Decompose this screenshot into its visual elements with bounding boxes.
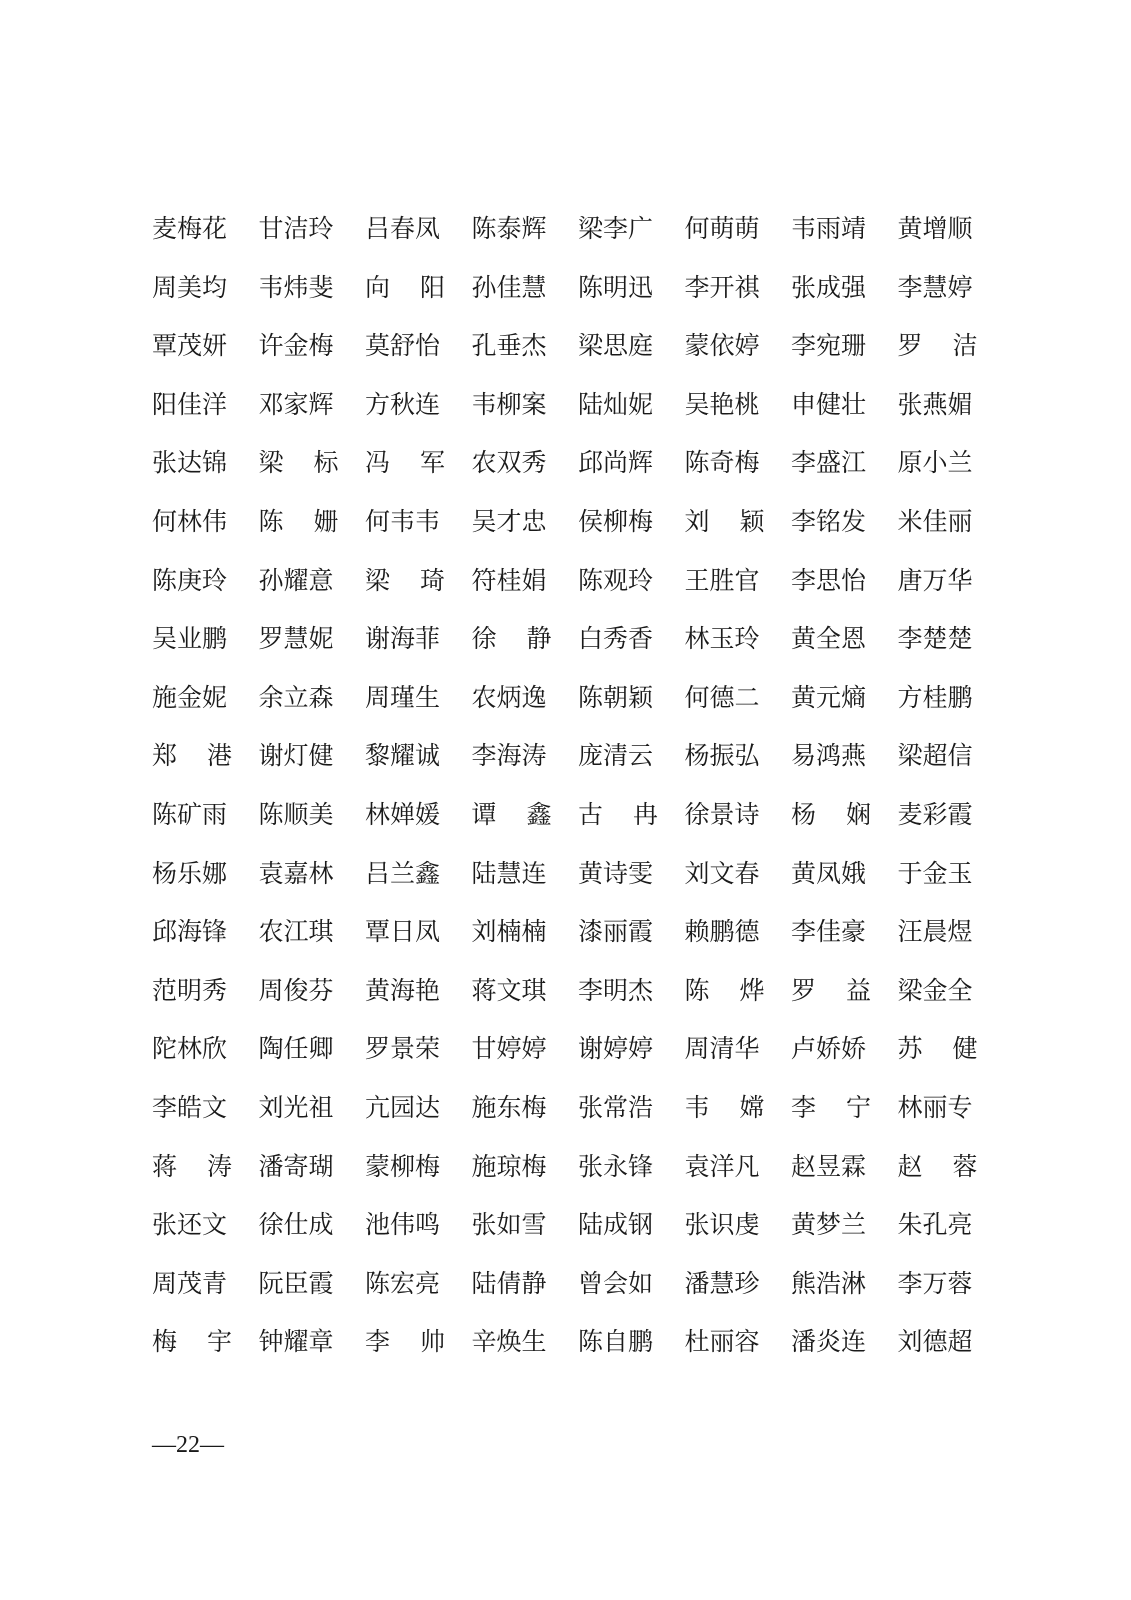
- name-list: [152, 200, 982, 1372]
- name-character: 洁: [952, 331, 978, 361]
- name-entry: 周瑾生: [365, 682, 441, 712]
- name-entry: 杜丽容: [684, 1327, 760, 1357]
- name-entry: 朱孔亮: [897, 1210, 973, 1240]
- name-entry: 施东梅: [471, 1092, 547, 1122]
- name-character: 琦: [419, 565, 445, 595]
- name-entry: 刘楠楠: [471, 917, 547, 947]
- name-entry: 张常浩: [578, 1092, 654, 1122]
- name-entry: [365, 434, 445, 492]
- name-entry: 杨乐娜: [152, 858, 228, 888]
- name-entry: 黄梦兰: [791, 1210, 867, 1240]
- name-character: 颖: [739, 506, 765, 536]
- name-entry: 陈观玲: [578, 565, 654, 595]
- name-entry: 甘洁玲: [258, 214, 334, 243]
- name-entry: [898, 317, 978, 375]
- name-entry: 林丽专: [897, 1092, 973, 1122]
- name-character: 韦: [684, 1092, 710, 1122]
- name-entry: 陈泰辉: [471, 214, 547, 243]
- name-entry: 阮臣霞: [258, 1268, 334, 1298]
- name-entry: 张燕媚: [897, 389, 973, 419]
- name-entry: 汪晨煜: [897, 917, 973, 947]
- name-character: 蓉: [952, 1151, 978, 1181]
- name-entry: 符桂娟: [471, 565, 547, 595]
- name-entry: [472, 610, 552, 668]
- name-entry: 周俊芬: [258, 975, 334, 1005]
- name-entry: 吕兰鑫: [365, 858, 441, 888]
- name-entry: 陶任卿: [258, 1034, 334, 1064]
- name-entry: 徐仕成: [258, 1210, 334, 1240]
- name-entry: 邱尚辉: [578, 448, 654, 478]
- name-entry: 潘寄瑚: [258, 1151, 334, 1181]
- name-entry: 林婵媛: [365, 799, 441, 829]
- name-entry: [791, 1079, 871, 1137]
- name-entry: 陈顺美: [258, 799, 334, 829]
- name-character: 宇: [206, 1327, 232, 1357]
- name-entry: 麦彩霞: [897, 799, 973, 829]
- name-entry: 李皓文: [152, 1092, 228, 1122]
- name-character: 陈: [684, 975, 710, 1005]
- name-entry: 孙佳慧: [471, 272, 547, 302]
- name-entry: 吴业鹏: [152, 624, 228, 654]
- name-entry: 蒙柳梅: [365, 1151, 441, 1181]
- name-entry: 张如雪: [471, 1210, 547, 1240]
- name-entry: [685, 962, 765, 1020]
- name-entry: 农炳逸: [471, 682, 547, 712]
- name-character: 陈: [258, 506, 284, 536]
- name-entry: 易鸿燕: [791, 741, 867, 771]
- name-entry: 何林伟: [152, 506, 228, 536]
- name-entry: 许金梅: [258, 331, 334, 361]
- name-entry: 梁思庭: [578, 331, 654, 361]
- name-entry: 韦柳案: [471, 389, 547, 419]
- name-entry: 漆丽霞: [578, 917, 654, 947]
- name-character: 谭: [471, 799, 497, 829]
- name-character: 静: [526, 624, 552, 654]
- name-entry: [578, 786, 658, 844]
- name-character: 帅: [419, 1327, 445, 1357]
- name-character: 刘: [684, 506, 710, 536]
- name-entry: 赵昱霖: [791, 1151, 867, 1181]
- name-entry: 何萌萌: [684, 214, 760, 243]
- name-character: 赵: [897, 1151, 923, 1181]
- name-entry: 潘慧珍: [684, 1268, 760, 1298]
- name-character: 徐: [471, 624, 497, 654]
- name-entry: 于金玉: [897, 858, 973, 888]
- name-entry: 陈明迅: [578, 272, 654, 302]
- name-entry: 张达锦: [152, 448, 228, 478]
- name-entry: 原小兰: [897, 448, 973, 478]
- name-entry: [898, 1020, 978, 1078]
- name-entry: 米佳丽: [897, 506, 973, 536]
- name-entry: 邱海锋: [152, 917, 228, 947]
- name-entry: [365, 259, 445, 317]
- name-entry: 周清华: [684, 1034, 760, 1064]
- name-entry: 陆慧连: [471, 858, 547, 888]
- name-entry: 甘婷婷: [471, 1034, 547, 1064]
- name-entry: 刘光祖: [258, 1092, 334, 1122]
- name-entry: 池伟鸣: [365, 1210, 441, 1240]
- name-entry: 亢园达: [365, 1092, 441, 1122]
- name-character: 军: [419, 448, 445, 478]
- name-character: 罗: [897, 331, 923, 361]
- name-character: 姗: [313, 506, 339, 536]
- name-entry: 钟耀章: [258, 1327, 334, 1357]
- name-entry: 张成强: [791, 272, 867, 302]
- name-character: 冉: [632, 799, 658, 829]
- name-entry: 黄海艳: [365, 975, 441, 1005]
- name-entry: 何德二: [684, 682, 760, 712]
- name-entry: 梁金全: [897, 975, 973, 1005]
- name-entry: [898, 1138, 978, 1196]
- name-entry: 农双秀: [471, 448, 547, 478]
- name-entry: 李万蓉: [897, 1268, 973, 1298]
- name-character: 益: [845, 975, 871, 1005]
- name-character: 苏: [897, 1034, 923, 1064]
- name-character: 梁: [365, 565, 391, 595]
- name-entry: 袁嘉林: [258, 858, 334, 888]
- name-entry: 韦炜斐: [258, 272, 334, 302]
- name-entry: [259, 434, 339, 492]
- name-entry: 黄全恩: [791, 624, 867, 654]
- name-entry: 申健壮: [791, 389, 867, 419]
- name-entry: 李佳豪: [791, 917, 867, 947]
- name-character: 李: [365, 1327, 391, 1357]
- name-entry: 徐景诗: [684, 799, 760, 829]
- name-entry: 李明杰: [578, 975, 654, 1005]
- name-entry: 刘文春: [684, 858, 760, 888]
- name-entry: 谢海菲: [365, 624, 441, 654]
- name-entry: 吴才忠: [471, 506, 547, 536]
- name-entry: 陈奇梅: [684, 448, 760, 478]
- name-entry: 李开祺: [684, 272, 760, 302]
- name-entry: 孙耀意: [258, 565, 334, 595]
- name-entry: 周茂青: [152, 1268, 228, 1298]
- name-entry: 张永锋: [578, 1151, 654, 1181]
- name-entry: 刘德超: [897, 1327, 973, 1357]
- name-character: 李: [791, 1092, 817, 1122]
- name-entry: [685, 1079, 765, 1137]
- name-entry: 施金妮: [152, 682, 228, 712]
- name-entry: 陆灿妮: [578, 389, 654, 419]
- name-entry: 莫舒怡: [365, 331, 441, 361]
- name-entry: [791, 962, 871, 1020]
- name-entry: 李宛珊: [791, 331, 867, 361]
- name-entry: 邓家辉: [258, 389, 334, 419]
- name-entry: 方桂鹏: [897, 682, 973, 712]
- name-entry: 林玉玲: [684, 624, 760, 654]
- name-entry: 卢娇娇: [791, 1034, 867, 1064]
- name-entry: 黄元熵: [791, 682, 867, 712]
- name-character: 嫦: [739, 1092, 765, 1122]
- name-entry: [472, 786, 552, 844]
- name-entry: 范明秀: [152, 975, 228, 1005]
- name-entry: 熊浩淋: [791, 1268, 867, 1298]
- name-character: 梁: [258, 448, 284, 478]
- name-entry: 李思怡: [791, 565, 867, 595]
- name-entry: 黄增顺: [897, 214, 973, 243]
- name-entry: 张还文: [152, 1210, 228, 1240]
- name-character: 港: [206, 741, 232, 771]
- name-entry: [152, 1313, 232, 1371]
- name-character: 宁: [845, 1092, 871, 1122]
- name-entry: 谢灯健: [258, 741, 334, 771]
- name-entry: 黎耀诚: [365, 741, 441, 771]
- name-character: 蒋: [152, 1151, 178, 1181]
- name-entry: 陈自鹏: [578, 1327, 654, 1357]
- name-entry: 陈朝颖: [578, 682, 654, 712]
- name-entry: 白秀香: [578, 624, 654, 654]
- name-entry: 庞清云: [578, 741, 654, 771]
- name-entry: 麦梅花: [152, 214, 228, 243]
- name-entry: 李铭发: [791, 506, 867, 536]
- name-entry: 杨振弘: [684, 741, 760, 771]
- name-entry: [365, 1313, 445, 1371]
- name-entry: 黄凤娥: [791, 858, 867, 888]
- name-entry: [152, 1138, 232, 1196]
- name-entry: 蒙依婷: [684, 331, 760, 361]
- name-entry: 陆成钢: [578, 1210, 654, 1240]
- name-entry: 方秋连: [365, 389, 441, 419]
- name-entry: 李海涛: [471, 741, 547, 771]
- name-character: 鑫: [526, 799, 552, 829]
- name-entry: 潘炎连: [791, 1327, 867, 1357]
- name-character: 杨: [791, 799, 817, 829]
- name-entry: 侯柳梅: [578, 506, 654, 536]
- name-entry: 余立森: [258, 682, 334, 712]
- name-entry: 韦雨靖: [791, 214, 867, 243]
- name-entry: 谢婷婷: [578, 1034, 654, 1064]
- page-number: —22—: [152, 1432, 224, 1458]
- name-entry: 王胜官: [684, 565, 760, 595]
- name-entry: 吴艳桃: [684, 389, 760, 419]
- name-entry: 陈矿雨: [152, 799, 228, 829]
- name-entry: 周美均: [152, 272, 228, 302]
- name-entry: 罗景荣: [365, 1034, 441, 1064]
- name-entry: 李慧婷: [897, 272, 973, 302]
- name-character: 冯: [365, 448, 391, 478]
- name-entry: 覃日凤: [365, 917, 441, 947]
- name-entry: 李盛江: [791, 448, 867, 478]
- name-entry: 吕春凤: [365, 214, 441, 243]
- name-entry: [152, 727, 232, 785]
- name-entry: 覃茂妍: [152, 331, 228, 361]
- name-entry: 袁洋凡: [684, 1151, 760, 1181]
- name-entry: 陀林欣: [152, 1034, 228, 1064]
- name-entry: 陈庚玲: [152, 565, 228, 595]
- name-entry: 曾会如: [578, 1268, 654, 1298]
- name-entry: 赖鹏德: [684, 917, 760, 947]
- name-character: 阳: [419, 272, 445, 302]
- name-entry: 陈宏亮: [365, 1268, 441, 1298]
- name-character: 健: [952, 1034, 978, 1064]
- name-entry: [365, 552, 445, 610]
- name-character: 涛: [206, 1151, 232, 1181]
- name-entry: [685, 493, 765, 551]
- name-entry: 孔垂杰: [471, 331, 547, 361]
- name-character: 标: [313, 448, 339, 478]
- name-character: 古: [578, 799, 604, 829]
- name-character: 向: [365, 272, 391, 302]
- name-entry: 罗慧妮: [258, 624, 334, 654]
- name-entry: 阳佳洋: [152, 389, 228, 419]
- name-entry: 辛焕生: [471, 1327, 547, 1357]
- name-character: 郑: [152, 741, 178, 771]
- name-entry: 陆倩静: [471, 1268, 547, 1298]
- name-character: 梅: [152, 1327, 178, 1357]
- name-character: 娴: [845, 799, 871, 829]
- name-entry: [791, 786, 871, 844]
- name-character: 罗: [791, 975, 817, 1005]
- name-entry: 梁李广: [578, 214, 654, 243]
- name-entry: 唐万华: [897, 565, 973, 595]
- name-entry: 蒋文琪: [471, 975, 547, 1005]
- name-entry: [259, 493, 339, 551]
- name-entry: 梁超信: [897, 741, 973, 771]
- name-entry: 施琼梅: [471, 1151, 547, 1181]
- name-entry: 张识虔: [684, 1210, 760, 1240]
- name-entry: 黄诗雯: [578, 858, 654, 888]
- name-entry: 何韦韦: [365, 506, 441, 536]
- name-entry: 李楚楚: [897, 624, 973, 654]
- name-character: 烨: [739, 975, 765, 1005]
- name-entry: 农江琪: [258, 917, 334, 947]
